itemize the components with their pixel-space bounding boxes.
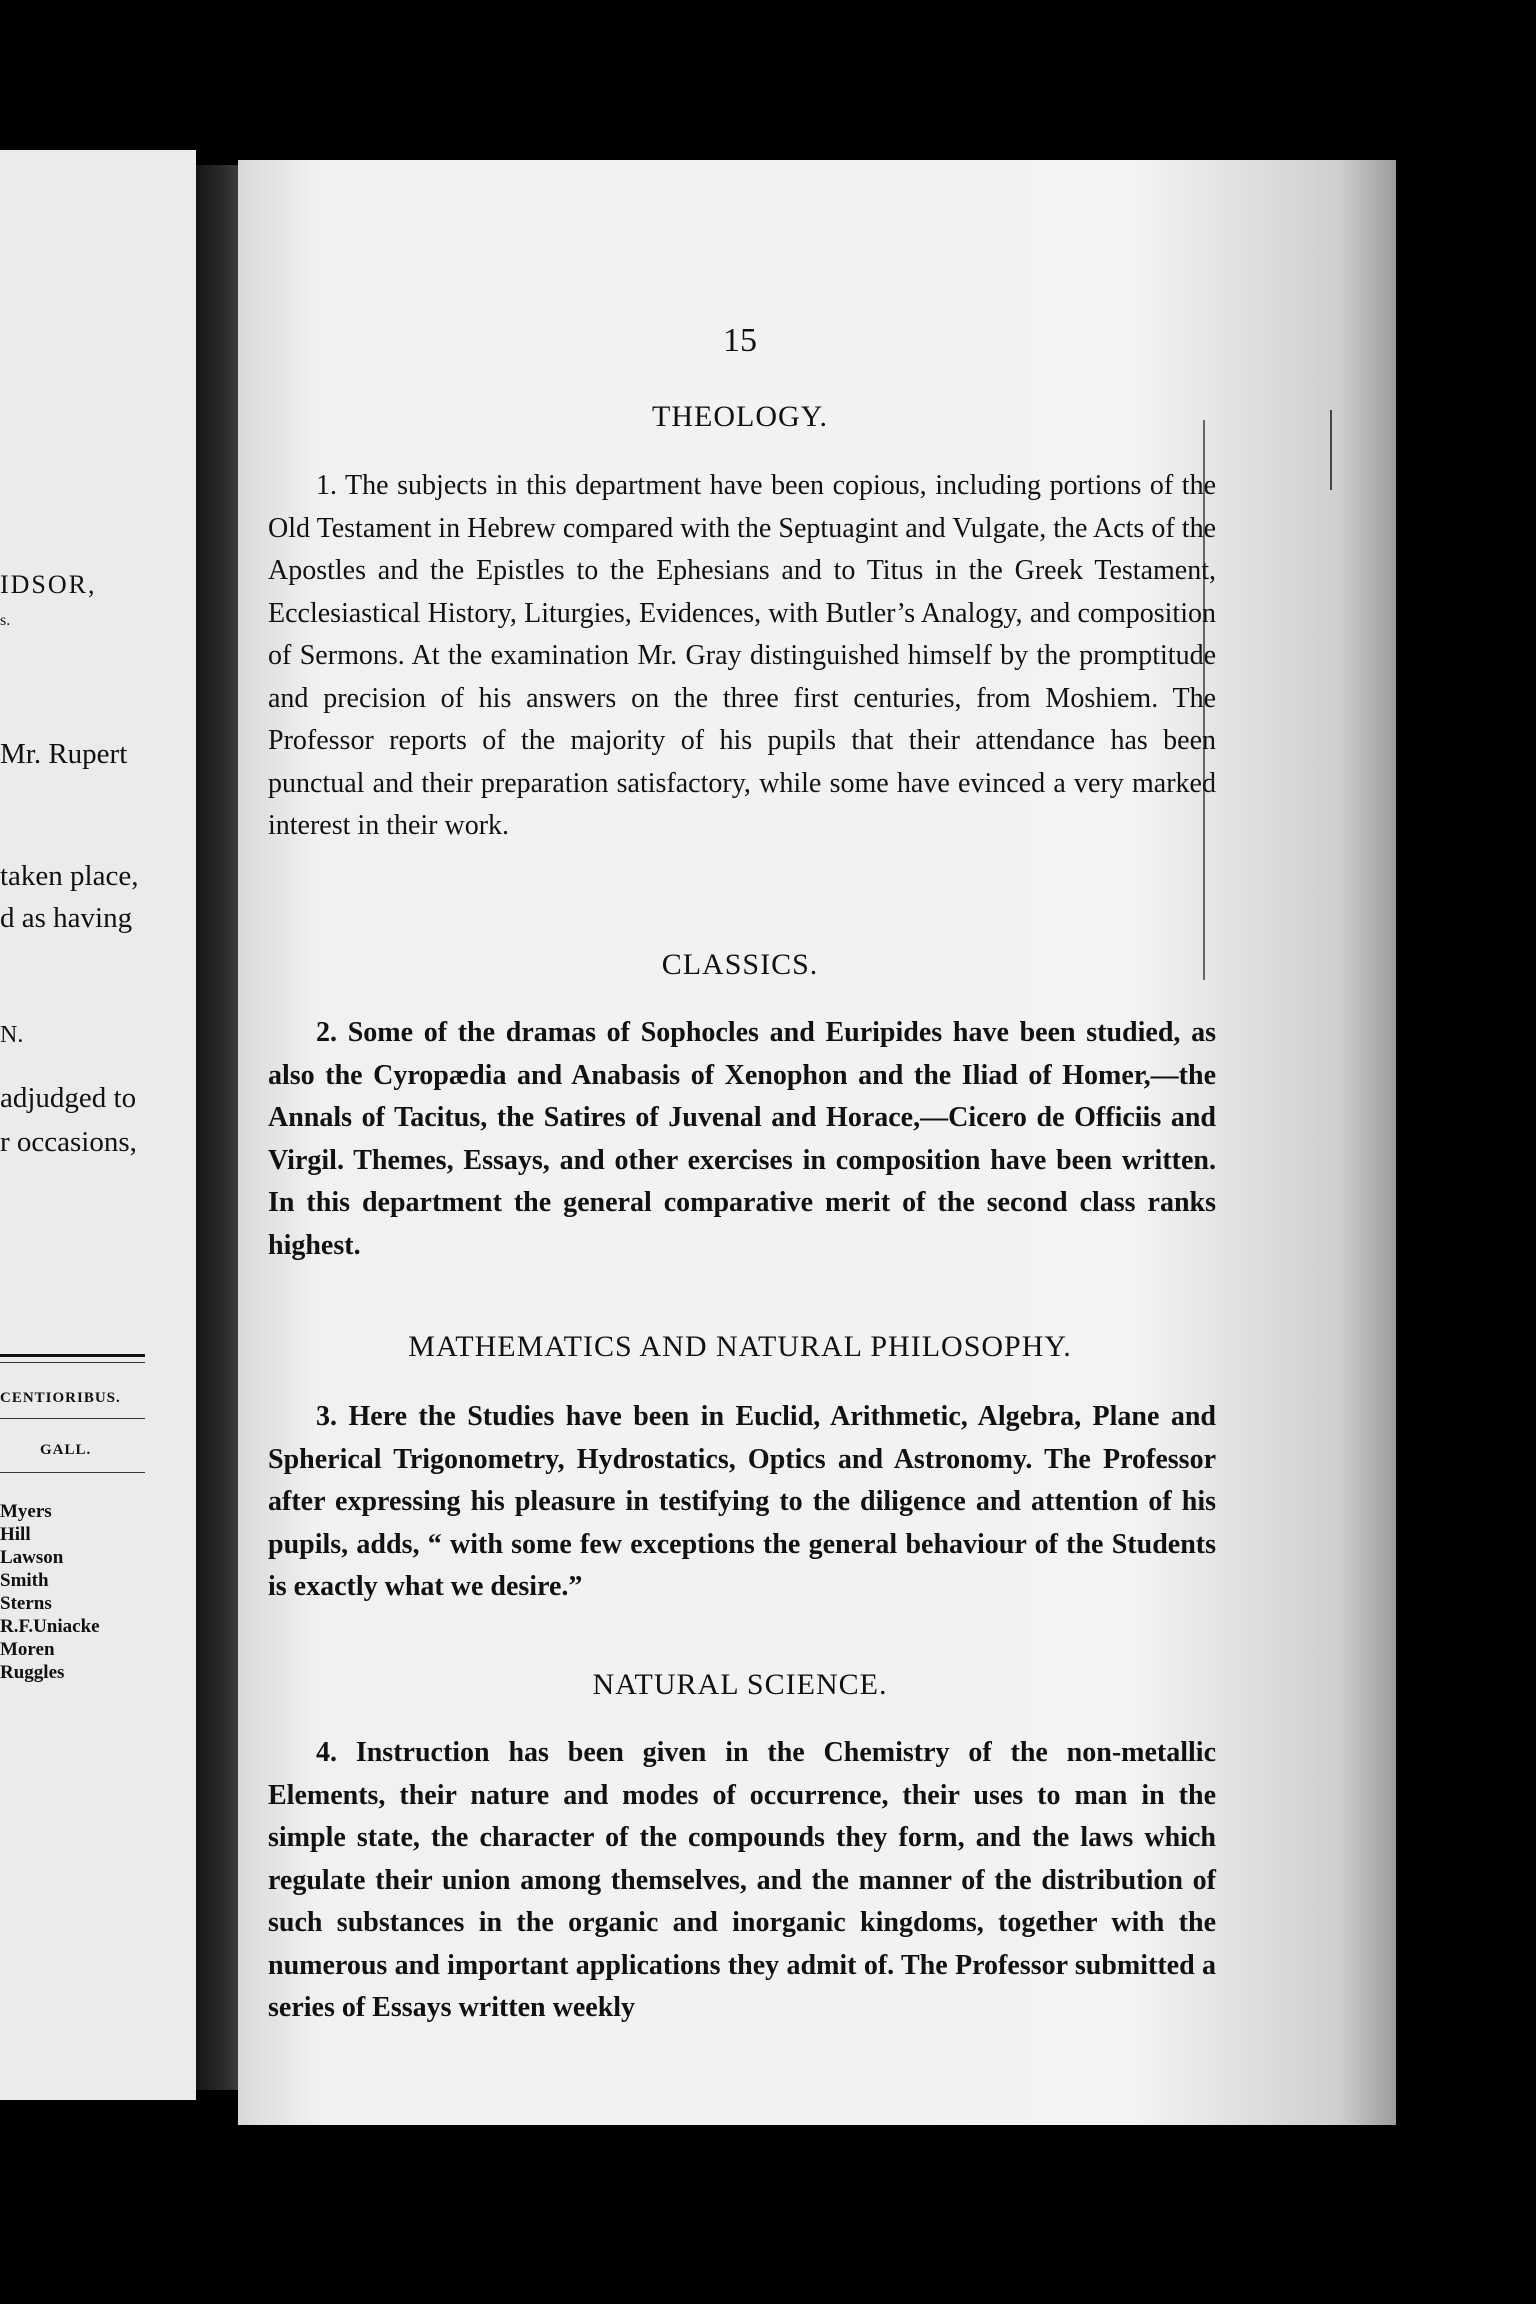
list-item: Smith [0,1570,49,1591]
table-rule [0,1472,145,1473]
name-list [0,1500,100,1684]
left-page-fragment: adjudged to [0,1082,137,1114]
table-rule [0,1418,145,1419]
section-paragraph: 4. Instruction has been given in the Chemistry of the non-metallic Elements, their nature and modes of occurrence, their uses to man in the simple state, the character of the compounds they form, and the laws which regulate their union among themselves, and the manner of the distribution of such substances in the organic and inorganic kingdoms, together with the numerous and important applications they admit of. The Professor submitted a series of Essays written weekly [268,1737,1216,2023]
section-paragraph: 3. Here the Studies have been in Euclid, Arithmetic, Algebra, Plane and Spherical Trigonometry, Hydrostatics, Optics and Astronomy. The Professor after expressing his pleasure in testifying to the diligence and attention of his pupils, adds, “ with some few exceptions the general behaviour of the Students is exactly what we desire.” [268,1401,1216,1602]
list-item: Lawson [0,1547,64,1568]
left-page-fragment: r occasions, [0,1126,137,1158]
left-page-fragment: taken place, [0,860,139,892]
book-spine [196,165,238,2090]
left-page-fragment: Mr. Rupert [0,738,128,770]
left-page-fragment: IDSOR, [0,570,97,599]
section-heading: MATHEMATICS AND NATURAL PHILOSOPHY. [408,1330,1072,1363]
margin-line [1330,410,1332,490]
list-item: R.F.Uniacke [0,1616,100,1637]
left-page-fragment: d as having [0,902,133,934]
list-item: Ruggles [0,1662,65,1683]
section-heading: NATURAL SCIENCE. [592,1668,888,1701]
table-rule [0,1362,145,1363]
section-heading: CLASSICS. [661,948,819,981]
table-header: CENTIORIBUS. [0,1390,121,1406]
list-item: Moren [0,1639,55,1660]
section-paragraph: 2. Some of the dramas of Sophocles and Euripides have been studied, as also the Cyropædia and Anabasis of Xenophon and the Iliad of Homer,—the Annals of Tacitus, the Satires of Juvenal and Horace,—Cicero de Officiis and Virgil. Themes, Essays, and other exercises in composition have been written. In this department the general comparative merit of the second class ranks highest. [268,1017,1216,1261]
table-subheader: GALL. [40,1442,92,1458]
section-paragraph: 1. The subjects in this department have been copious, including portions of the Old Testament in Hebrew compared with the Septuagint and Vulgate, the Acts of the Apostles and the Epistles to the Ephesians and to Titus in the Greek Testament, Ecclesiastical History, Liturgies, Evidences, with Butler’s Analogy, and composition of Sermons. At the examination Mr. Gray distinguished himself by the promptitude and precision of his answers on the three first centuries, from Moshiem. The Professor reports of the majority of his pupils that their attendance has been punctual and their preparation satisfactory, while some have evinced a very marked interest in their work. [268,470,1216,841]
left-facing-page [0,150,196,2100]
left-page-fragment: s. [0,612,11,629]
list-item: Sterns [0,1593,52,1614]
list-item: Hill [0,1524,31,1545]
section-heading: THEOLOGY. [652,400,828,433]
page-number: 15 [723,322,757,359]
table-rule [0,1354,145,1357]
left-page-fragment: N. [0,1022,24,1048]
list-item: Myers [0,1501,52,1522]
